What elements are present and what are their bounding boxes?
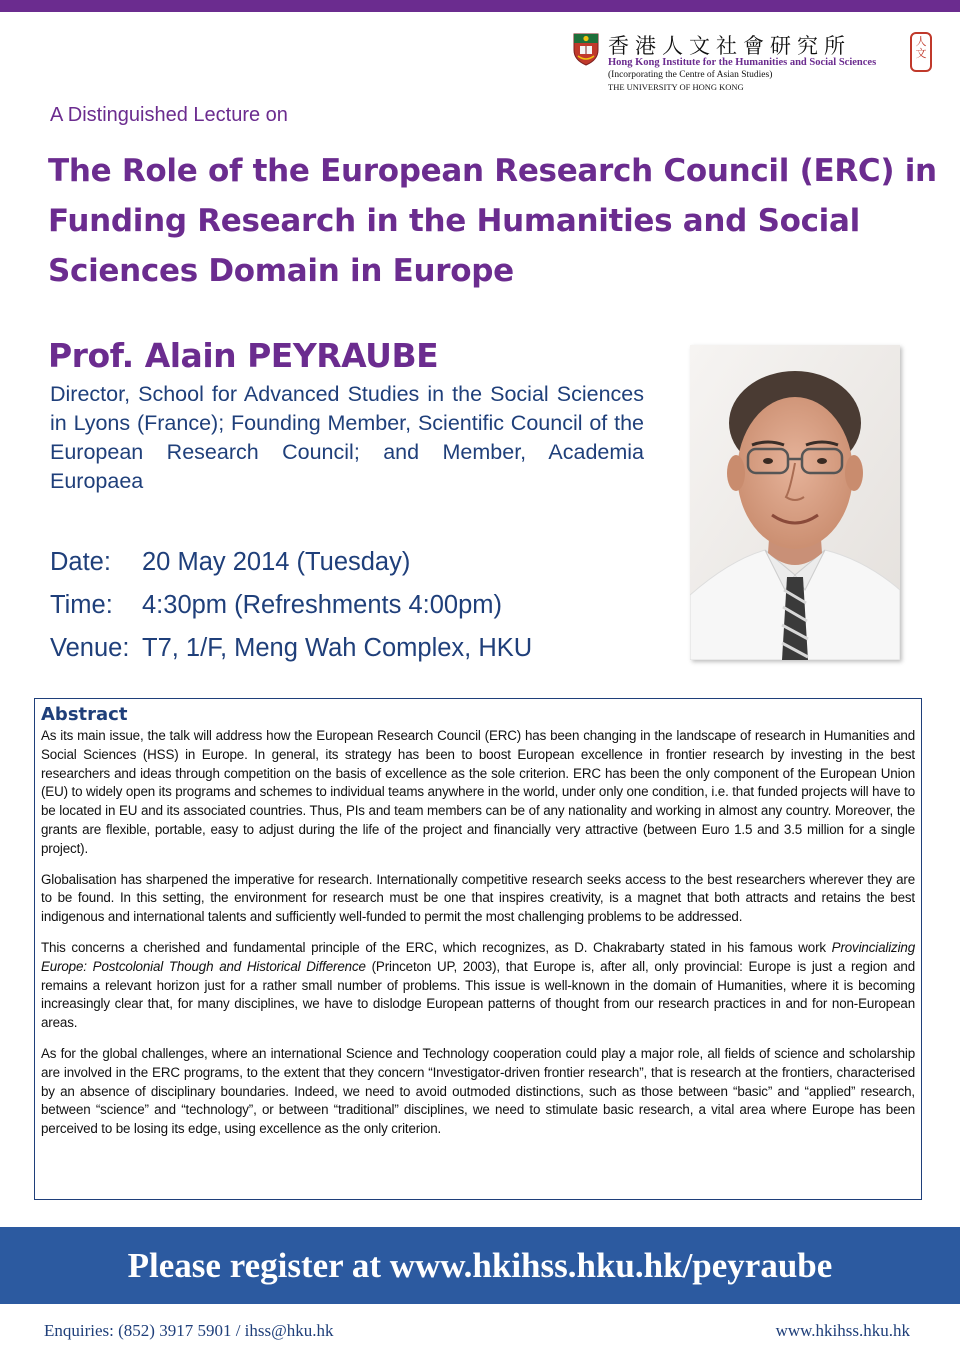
seal-stamp-icon: 人 文: [910, 32, 932, 72]
university-name: THE UNIVERSITY OF HONG KONG: [608, 82, 744, 92]
abstract-paragraph-1: As its main issue, the talk will address how the European Research Council (ERC) has been changing in the landscape of research in Humanities and Social Sciences (HSS) in Europe. In general, its strategy has been to boost European excellence in frontier research by investing in the best researchers and ideas through competition on the basis of excellence as the sole criterion. ERC has been the only component of the European Union (EU) to widely open its programs and schemes to individual teams anywhere in the world, under only one condition, i.e. that funded projects will have to be located in EU and its associated countries. Thus, PIs and team members can be of any nationality and working in almost any country. Moreover, the grants are flexible, portable, easy to adjust during the life of the project and financially very attractive (between Euro 1.5 and 3.5 million for a single project).: [41, 728, 915, 856]
lecture-title: The Role of the European Research Council (ERC) in Funding Research in the Humanities and Social Sciences Domain in Europe: [48, 153, 937, 289]
hku-crest-icon: [572, 32, 600, 66]
time-label: Time:: [50, 591, 113, 619]
abstract-paragraph-3: [41, 939, 915, 1033]
book-title: Provincializing Europe: Postcolonial Though and Historical Difference: [41, 939, 915, 974]
top-accent-bar: [0, 0, 960, 12]
event-time-row: [50, 587, 532, 630]
abstract-box: [34, 698, 922, 1200]
venue-label: Venue:: [50, 634, 130, 662]
event-venue-row: [50, 630, 532, 673]
institute-name-chinese: 香港人文社會研究所: [608, 34, 851, 58]
abstract-p3-start: This concerns a cherished and fundamental principle of the ERC, which recognizes, as D. Chakrabarty stated in his famous work: [41, 939, 832, 955]
event-date-row: [50, 544, 532, 587]
abstract-heading: Abstract: [41, 704, 128, 725]
institute-logo: [572, 30, 932, 92]
website-link[interactable]: www.hkihss.hku.hk: [775, 1321, 910, 1340]
event-details: [50, 544, 532, 673]
register-banner[interactable]: Please register at www.hkihss.hku.hk/peyraube: [0, 1227, 960, 1304]
institute-subtitle: (Incorporating the Centre of Asian Studies): [608, 70, 773, 80]
enquiries-contact: Enquiries: (852) 3917 5901 / ihss@hku.hk: [44, 1321, 334, 1340]
speaker-name: Prof. Alain PEYRAUBE: [48, 336, 439, 375]
event-venue: T7, 1/F, Meng Wah Complex, HKU: [142, 634, 533, 662]
event-date: 20 May 2014 (Tuesday): [142, 548, 411, 576]
portrait-image: [690, 345, 900, 660]
institute-name-english: Hong Kong Institute for the Humanities and Social Sciences: [608, 57, 877, 68]
abstract-paragraph-4: As for the global challenges, where an international Science and Technology cooperation could play a major role, all fields of science and scholarship are involved in the ERC programs, to the extent that they concern “Investigator-driven frontier research”, that is research at the frontiers, characterised by an absence of disciplinary boundaries. Indeed, we need to avoid outmoded distinctions, such as those between “basic” and “applied” research, between “science” and “technology”, or between “traditional” disciplines, we need to stimulate basic research, a vital area where Europe has been perceived to be losing its edge, using excellence as the only criterion.: [41, 1045, 915, 1137]
speaker-bio: Director, School for Advanced Studies in the Social Sciences in Lyons (France); Founding Member, Scientific Council of the European Research Council; and Member, Academia Europaea: [50, 382, 644, 493]
abstract-paragraph-2: Globalisation has sharpened the imperative for research. Internationally competitive research seeks access to the best researchers wherever they are to be found. In this setting, the environment for research must be one that inspires creativity, is a magnet that both attracts and retains the best indigenous and international talents and sufficiently well-funded to permit the most challenging problems to be addressed.: [41, 871, 915, 925]
speaker-portrait: [690, 345, 900, 660]
date-label: Date:: [50, 548, 111, 576]
abstract-p3-end: (Princeton UP, 2003), that Europe is, after all, only provincial: Europe is just a region and remains a relevant horizon just for a rather small number of problems. This issue is well-known in the domain of Humanities, where it is becoming increasingly clear that, for many disciplines, we have to dislodge European patterns of thought from our research practices in and for non-European areas.: [41, 958, 915, 1031]
event-time: 4:30pm (Refreshments 4:00pm): [142, 591, 502, 619]
lecture-label: A Distinguished Lecture on: [50, 104, 288, 126]
